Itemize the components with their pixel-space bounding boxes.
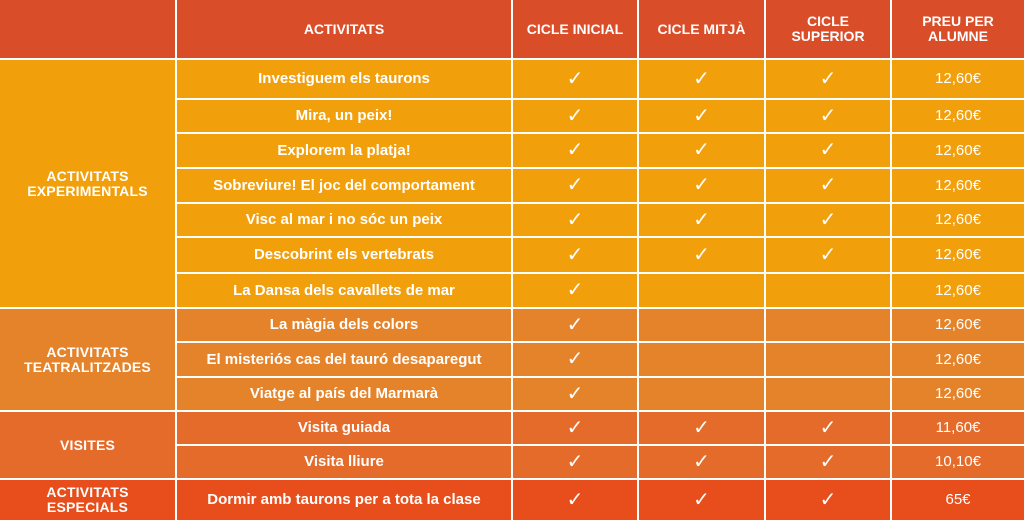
check-icon: ✓ [513,412,637,444]
header-cicle-superior: CICLE SUPERIOR [766,0,890,58]
check-icon: ✓ [639,480,764,520]
check-icon: ✓ [766,100,890,132]
check-icon: ✓ [766,412,890,444]
activity-name: Explorem la platja! [177,134,511,167]
price: 12,60€ [892,274,1024,307]
activity-name: La Dansa dels cavallets de mar [177,274,511,307]
price: 12,60€ [892,60,1024,98]
check-icon: ✓ [513,100,637,132]
check-icon: ✓ [513,134,637,167]
price: 12,60€ [892,343,1024,376]
check-icon: ✓ [639,238,764,272]
check-icon: ✓ [766,204,890,236]
category-especials: ACTIVITATS ESPECIALS [0,480,175,520]
activity-name: Descobrint els vertebrats [177,238,511,272]
activity-name: Visita guiada [177,412,511,444]
check-icon: ✓ [766,238,890,272]
price: 12,60€ [892,238,1024,272]
check-icon: ✓ [513,238,637,272]
check-icon: ✓ [766,169,890,202]
check-icon: ✓ [639,446,764,478]
price: 10,10€ [892,446,1024,478]
category-visites: VISITES [0,412,175,478]
empty-cell [639,343,764,376]
check-icon: ✓ [639,134,764,167]
activity-name: Viatge al país del Marmarà [177,378,511,410]
check-icon: ✓ [766,134,890,167]
empty-cell [639,274,764,307]
check-icon: ✓ [639,169,764,202]
check-icon: ✓ [766,60,890,98]
activity-name: Sobreviure! El joc del comportament [177,169,511,202]
price: 12,60€ [892,100,1024,132]
price: 12,60€ [892,309,1024,341]
price: 12,60€ [892,134,1024,167]
activity-name: Investiguem els taurons [177,60,511,98]
check-icon: ✓ [766,480,890,520]
check-icon: ✓ [513,309,637,341]
check-icon: ✓ [639,412,764,444]
empty-cell [639,378,764,410]
check-icon: ✓ [639,100,764,132]
check-icon: ✓ [513,446,637,478]
activity-name: Visc al mar i no sóc un peix [177,204,511,236]
price: 12,60€ [892,378,1024,410]
check-icon: ✓ [513,480,637,520]
check-icon: ✓ [639,60,764,98]
activity-name: Mira, un peix! [177,100,511,132]
activity-name: La màgia dels colors [177,309,511,341]
check-icon: ✓ [766,446,890,478]
header-activitats: ACTIVITATS [177,0,511,58]
check-icon: ✓ [513,274,637,307]
check-icon: ✓ [513,378,637,410]
header-cicle-inicial: CICLE INICIAL [513,0,637,58]
header-preu-per-alumne: PREU PER ALUMNE [892,0,1024,58]
header-corner [0,0,175,58]
price: 12,60€ [892,204,1024,236]
header-cicle-mitja: CICLE MITJÀ [639,0,764,58]
empty-cell [766,343,890,376]
check-icon: ✓ [513,60,637,98]
activity-name: Visita lliure [177,446,511,478]
empty-cell [639,309,764,341]
price: 65€ [892,480,1024,520]
activity-name: Dormir amb taurons per a tota la clase [177,480,511,520]
empty-cell [766,309,890,341]
check-icon: ✓ [513,204,637,236]
category-experimentals: ACTIVITATS EXPERIMENTALS [0,60,175,307]
price: 11,60€ [892,412,1024,444]
check-icon: ✓ [513,169,637,202]
activity-name: El misteriós cas del tauró desaparegut [177,343,511,376]
price: 12,60€ [892,169,1024,202]
empty-cell [766,378,890,410]
check-icon: ✓ [513,343,637,376]
category-teatralitzades: ACTIVITATS TEATRALITZADES [0,309,175,410]
check-icon: ✓ [639,204,764,236]
empty-cell [766,274,890,307]
